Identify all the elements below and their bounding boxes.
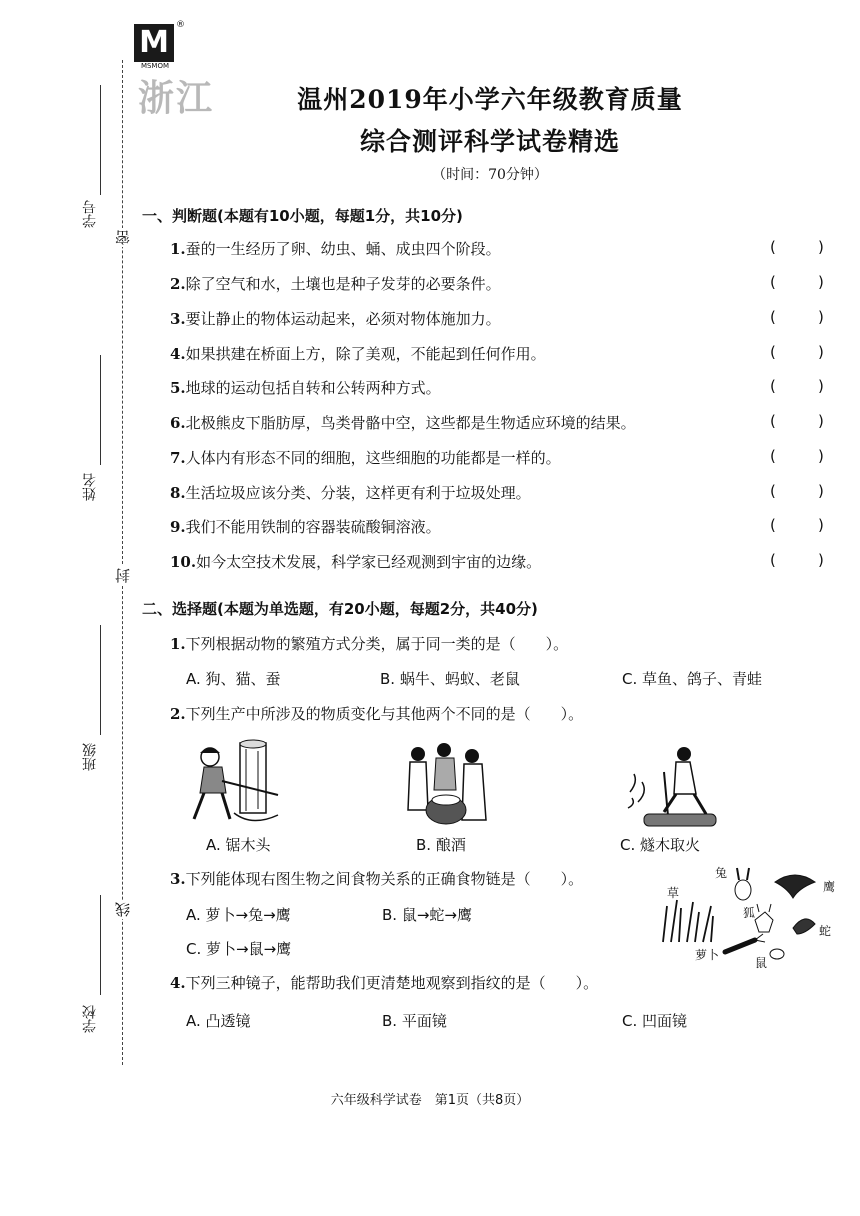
section2-heading: 二、选择题(本题为单选题，有20小题，每题2分，共40分) bbox=[142, 600, 538, 618]
answer-blank-7[interactable]: ( ) bbox=[770, 447, 824, 465]
tf-question-7: 7.人体内有形态不同的细胞，这些细胞的功能都是一样的。 bbox=[170, 449, 561, 467]
page-title-line2: 综合测评科学试卷精选 bbox=[359, 127, 620, 156]
cut-mark-mi: 密 bbox=[114, 230, 132, 245]
answer-blank-1[interactable]: ( ) bbox=[770, 238, 824, 256]
school-line bbox=[100, 895, 101, 995]
q4-option-b[interactable]: B. 平面镜 bbox=[382, 1012, 447, 1030]
web-label-fox: 狐 bbox=[743, 906, 756, 920]
mc-question-3: 3.下列能体现右图生物之间食物关系的正确食物链是（ ）。 bbox=[170, 870, 584, 888]
name-line bbox=[100, 355, 101, 465]
school-label: 学校 bbox=[82, 1005, 98, 1033]
q1-option-b[interactable]: B. 蜗牛、蚂蚁、老鼠 bbox=[380, 670, 520, 688]
tf-question-2: 2.除了空气和水，土壤也是种子发芽的必要条件。 bbox=[170, 275, 501, 293]
q3-option-b[interactable]: B. 鼠→蛇→鹰 bbox=[382, 906, 472, 924]
q4-option-c[interactable]: C. 凹面镜 bbox=[622, 1012, 688, 1030]
registered-mark: ® bbox=[176, 20, 185, 30]
q3-option-a[interactable]: A. 萝卜→兔→鹰 bbox=[186, 906, 291, 924]
student-id-label: 学号 bbox=[82, 200, 98, 228]
sawing-wood-illustration bbox=[182, 737, 292, 829]
food-web-illustration bbox=[655, 862, 845, 972]
answer-blank-4[interactable]: ( ) bbox=[770, 343, 824, 361]
tf-question-10: 10.如今太空技术发展，科学家已经观测到宇宙的边缘。 bbox=[170, 553, 542, 571]
cut-mark-feng: 封 bbox=[114, 568, 132, 583]
drilling-wood-fire-illustration bbox=[624, 742, 720, 832]
province-watermark: 浙江 bbox=[138, 78, 215, 119]
publisher-logo-text: MSMOM bbox=[140, 62, 170, 70]
page-title-line1: 温州2019年小学六年级教育质量 bbox=[297, 85, 683, 114]
name-label: 姓名 bbox=[82, 473, 98, 501]
mc-question-4: 4.下列三种镜子，能帮助我们更清楚地观察到指纹的是（ ）。 bbox=[170, 974, 599, 992]
time-note: （时间：70分钟） bbox=[432, 167, 548, 183]
q4-option-a[interactable]: A. 凸透镜 bbox=[186, 1012, 251, 1030]
answer-blank-6[interactable]: ( ) bbox=[770, 412, 824, 430]
publisher-logo: M bbox=[134, 24, 174, 62]
web-label-grass: 草 bbox=[667, 886, 680, 900]
q1-option-a[interactable]: A. 狗、猫、蚕 bbox=[186, 670, 281, 688]
answer-blank-10[interactable]: ( ) bbox=[770, 551, 824, 569]
answer-blank-5[interactable]: ( ) bbox=[770, 377, 824, 395]
answer-blank-8[interactable]: ( ) bbox=[770, 482, 824, 500]
class-label: 班级 bbox=[82, 743, 98, 771]
web-label-mouse: 鼠 bbox=[755, 956, 768, 970]
mc-question-2: 2.下列生产中所涉及的物质变化与其他两个不同的是（ ）。 bbox=[170, 705, 584, 723]
section1-heading: 一、判断题(本题有10小题，每题1分，共10分) bbox=[142, 207, 463, 225]
tf-question-8: 8.生活垃圾应该分类、分装，这样更有利于垃圾处理。 bbox=[170, 484, 531, 502]
brewing-wine-illustration bbox=[400, 740, 496, 832]
tf-question-6: 6.北极熊皮下脂肪厚，鸟类骨骼中空，这些都是生物适应环境的结果。 bbox=[170, 414, 636, 432]
tf-question-5: 5.地球的运动包括自转和公转两种方式。 bbox=[170, 379, 441, 397]
q3-option-c[interactable]: C. 萝卜→鼠→鹰 bbox=[186, 940, 292, 958]
page-footer: 六年级科学试卷 第1页（共8页） bbox=[330, 1093, 530, 1108]
student-id-line bbox=[100, 85, 101, 195]
answer-blank-9[interactable]: ( ) bbox=[770, 516, 824, 534]
q2-option-b[interactable]: B. 酿酒 bbox=[416, 836, 466, 854]
web-label-radish: 萝卜 bbox=[695, 948, 720, 962]
q2-option-a[interactable]: A. 锯木头 bbox=[206, 836, 271, 854]
tf-question-3: 3.要让静止的物体运动起来，必须对物体施加力。 bbox=[170, 310, 501, 328]
class-line bbox=[100, 625, 101, 735]
answer-blank-3[interactable]: ( ) bbox=[770, 308, 824, 326]
tf-question-9: 9.我们不能用铁制的容器装硫酸铜溶液。 bbox=[170, 518, 441, 536]
web-label-rabbit: 兔 bbox=[715, 866, 728, 880]
web-label-snake: 蛇 bbox=[819, 924, 832, 938]
tf-question-1: 1.蚕的一生经历了卵、幼虫、蛹、成虫四个阶段。 bbox=[170, 240, 501, 258]
tf-question-4: 4.如果拱建在桥面上方，除了美观，不能起到任何作用。 bbox=[170, 345, 546, 363]
web-label-eagle: 鹰 bbox=[823, 880, 836, 894]
cut-mark-xian: 线 bbox=[114, 902, 132, 917]
q1-option-c[interactable]: C. 草鱼、鸽子、青蛙 bbox=[622, 670, 763, 688]
mc-question-1: 1.下列根据动物的繁殖方式分类，属于同一类的是（ ）。 bbox=[170, 635, 569, 653]
answer-blank-2[interactable]: ( ) bbox=[770, 273, 824, 291]
q2-option-c[interactable]: C. 燧木取火 bbox=[620, 836, 701, 854]
